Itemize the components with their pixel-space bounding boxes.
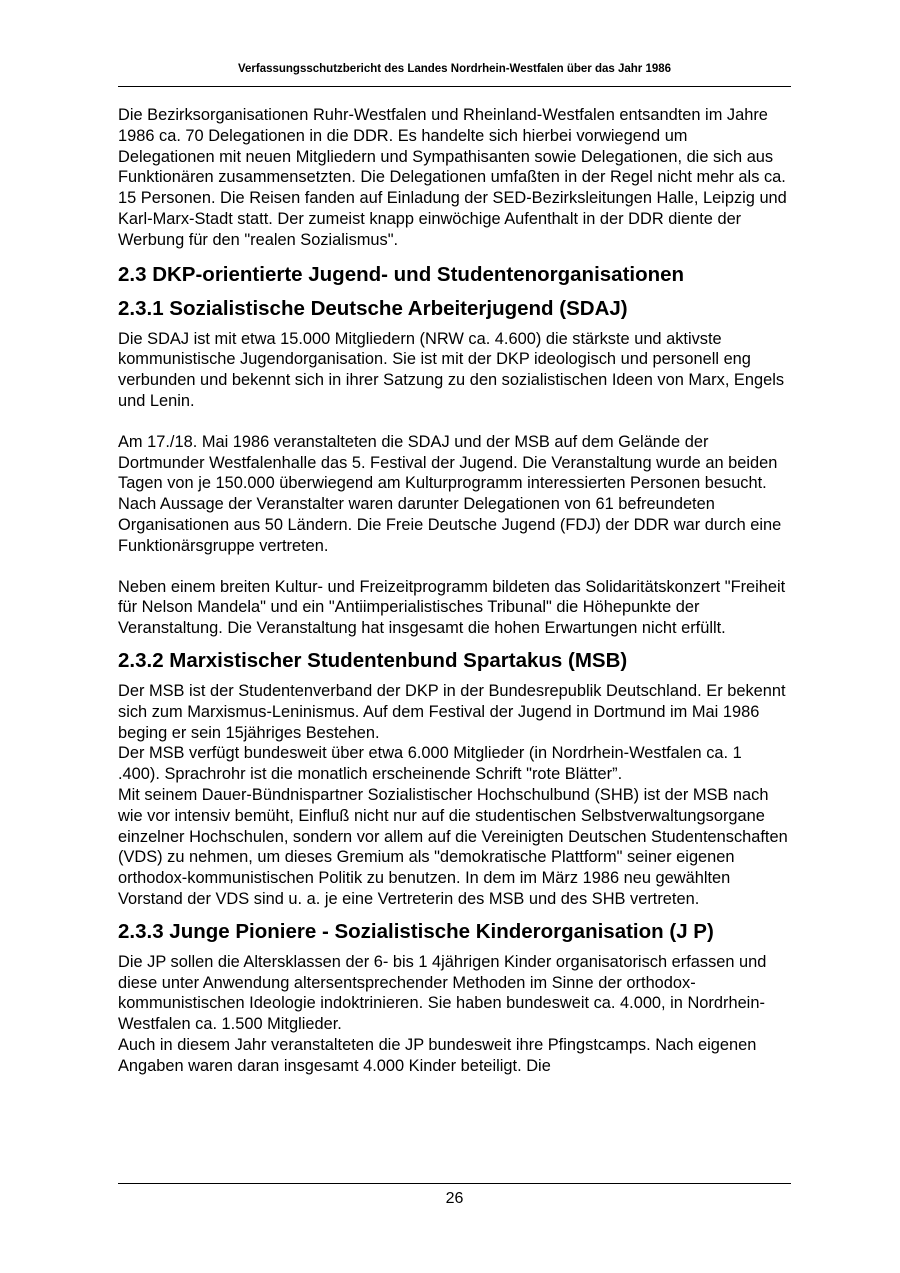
jp-paragraph-2: Auch in diesem Jahr veranstalteten die JP bundesweit ihre Pfingstcamps. Nach eigenen Angaben waren daran insgesamt 4.000 Kinder beteiligt. Die <box>118 1035 757 1075</box>
msb-paragraph-2: Der MSB verfügt bundesweit über etwa 6.000 Mitglieder (in Nordrhein-Westfalen ca. 1 .400). Sprachrohr ist die monatlich erscheinende Schrift "rote Blätter”. <box>118 744 742 784</box>
msb-paragraph-1: Der MSB ist der Studentenverband der DKP in der Bundesrepublik Deutschland. Er bekennt sich zum Marxismus-Leninismus. Auf dem Festival der Jugend in Dortmund im Mai 1986 beging er sein 15jähriges Bestehen. <box>118 681 786 742</box>
jp-paragraph-1: Die JP sollen die Altersklassen der 6- bis 1 4jährigen Kinder organisatorisch erfassen und diese unter Anwendung altersentsprechender Methoden im Sinne der orthodox-kommunistischen Ideologie indoktrinieren. Sie haben bundesweit ca. 4.000, in Nordrhein-Westfalen ca. 1.500 Mitglieder. <box>118 952 767 1034</box>
footer-rule <box>118 1183 791 1184</box>
section-heading-2-3: 2.3 DKP-orientierte Jugend- und Studentenorganisationen <box>118 262 685 286</box>
section-heading-2-3-3: 2.3.3 Junge Pioniere - Sozialistische Kinderorganisation (J P) <box>118 919 714 943</box>
sdaj-paragraph-3: Neben einem breiten Kultur- und Freizeitprogramm bildeten das Solidaritätskonzert "Freiheit für Nelson Mandela" und ein "Antiimperialistisches Tribunal" die Höhepunkte der Veranstaltung. Die Veranstaltung hat insgesamt die hohen Erwartungen nicht erfüllt. <box>118 577 786 638</box>
page-header: Verfassungsschutzbericht des Landes Nordrhein-Westfalen über das Jahr 1986 <box>237 63 672 75</box>
sdaj-paragraph-1: Die SDAJ ist mit etwa 15.000 Mitgliedern (NRW ca. 4.600) die stärkste und aktivste kommunistische Jugendorganisation. Sie ist mit der DKP ideologisch und personell eng verbunden und bekennt sich in ihrer Satzung zu den sozialistischen Ideen von Marx, Engels und Lenin. <box>118 329 785 410</box>
section-heading-2-3-2: 2.3.2 Marxistischer Studentenbund Spartakus (MSB) <box>118 648 628 672</box>
header-rule <box>118 86 791 87</box>
document-body <box>118 105 788 1076</box>
section-heading-2-3-1: 2.3.1 Sozialistische Deutsche Arbeiterjugend (SDAJ) <box>118 296 628 320</box>
intro-paragraph: Die Bezirksorganisationen Ruhr-Westfalen und Rheinland-Westfalen entsandten im Jahre 1986 ca. 70 Delegationen in die DDR. Es handelte sich hierbei vorwiegend um Delegationen mit neuen Mitgliedern und Sympathisanten sowie Delegationen, die sich aus Funktionären zusammensetzten. Die Delegationen umfaßten in der Regel nicht mehr als ca. 15 Personen. Die Reisen fanden auf Einladung der SED-Bezirksleitungen Halle, Leipzig und Karl-Marx-Stadt statt. Der zumeist knapp einwöchige Aufenthalt in der DDR diente der Werbung für den "realen Sozialismus". <box>118 106 787 249</box>
page-number: 26 <box>445 1190 464 1207</box>
msb-paragraph-3: Mit seinem Dauer-Bündnispartner Sozialistischer Hochschulbund (SHB) ist der MSB nach wie vor intensiv bemüht, Einfluß nicht nur auf die studentischen Selbstverwaltungsorgane einzelner Hochschulen, sondern vor allem auf die Vereinigten Deutschen Studentenschaften (VDS) zu nehmen, um dieses Gremium als "demokratische Plattform" seiner eigenen orthodox-kommunistischen Politik zu benutzen. In dem im März 1986 neu gewählten Vorstand der VDS sind u. a. je eine Vertreterin des MSB und des SHB vertreten. <box>118 785 788 908</box>
sdaj-paragraph-2: Am 17./18. Mai 1986 veranstalteten die SDAJ und der MSB auf dem Gelände der Dortmunder Westfalenhalle das 5. Festival der Jugend. Die Veranstaltung wurde an beiden Tagen von je 150.000 überwiegend am Kulturprogramm interessierten Personen besucht. Nach Aussage der Veranstalter waren darunter Delegationen von 61 befreundeten Organisationen aus 50 Ländern. Die Freie Deutsche Jugend (FDJ) der DDR war durch eine Funktionärsgruppe vertreten. <box>118 432 782 555</box>
